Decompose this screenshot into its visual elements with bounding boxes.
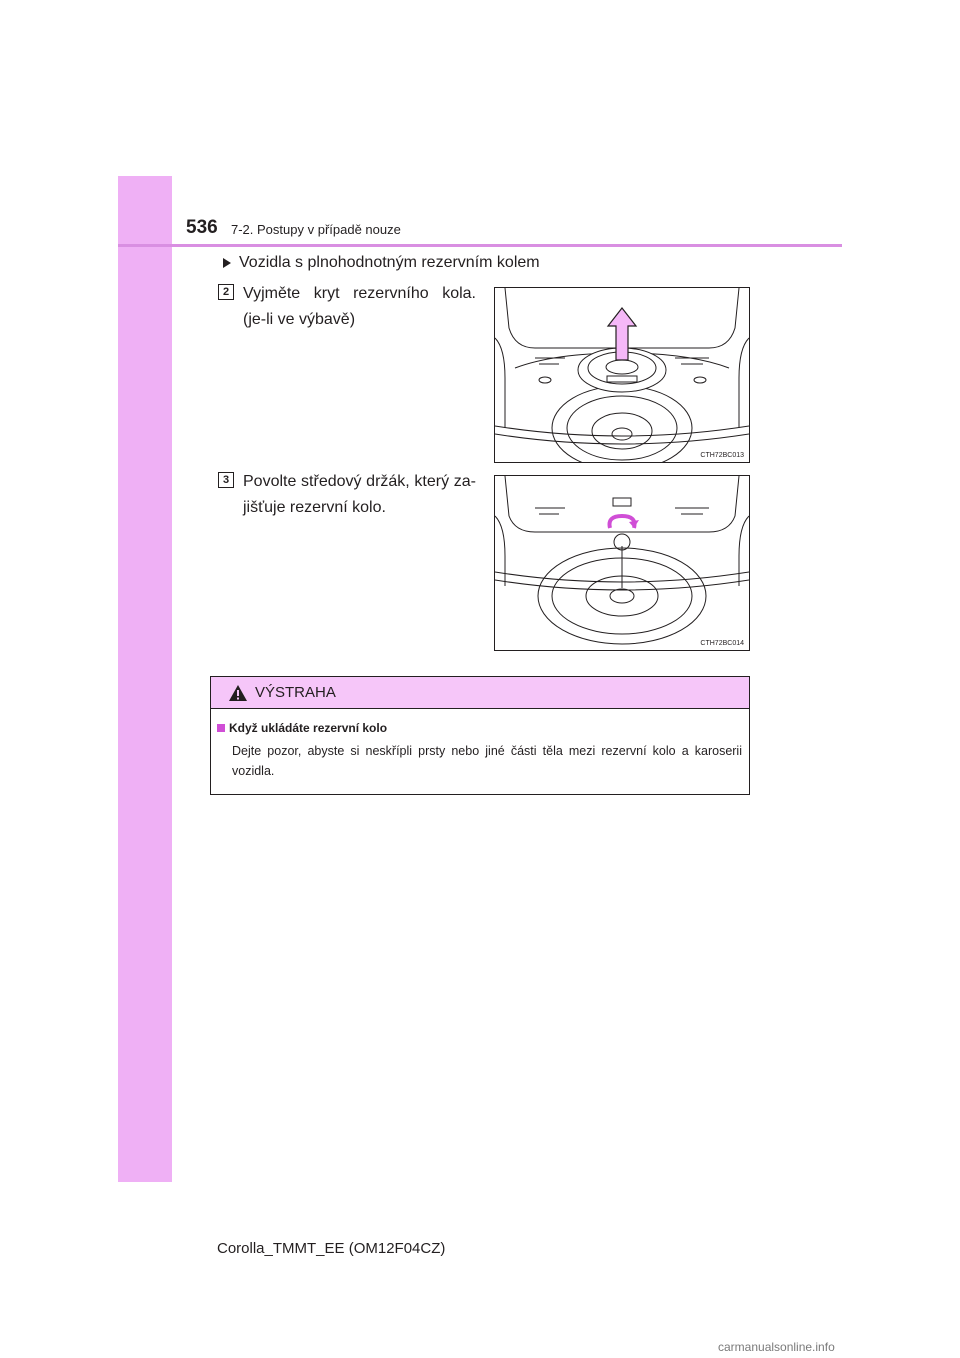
chapter-sidebar [118,176,172,1182]
figure-code: CTH72BC014 [700,640,744,647]
warning-title [217,721,387,735]
section-title: 7-2. Postupy v případě nouze [231,222,401,237]
warning-triangle-icon [229,685,247,701]
watermark: carmanualsonline.info [718,1340,835,1354]
header-rule [118,244,842,247]
warning-label: VÝSTRAHA [255,684,336,701]
warning-box [210,676,750,795]
warning-header [211,677,749,709]
step-3-text: Povolte středový držák, který za-jišťuje rezervní kolo. [243,473,476,516]
subheading [223,254,540,272]
warning-title-text: Když ukládáte rezervní kolo [229,721,388,735]
step-number-2: 2 [218,284,234,300]
subheading-text: Vozidla s plnohodnotným rezervním kolem [239,254,540,271]
figure-spare-holder [494,475,750,651]
square-bullet-icon [217,724,225,732]
spare-holder-illustration [495,476,749,650]
footer: Corolla_TMMT_EE (OM12F04CZ) [217,1240,446,1257]
figure-spare-cover [494,287,750,463]
triangle-bullet-icon [223,258,231,268]
spare-cover-illustration [495,288,749,462]
warning-body: Dejte pozor, abyste si neskřípli prsty nebo jiné části těla mezi rezervní kolo a karoserii vozidla. [232,744,742,778]
step-2-text: Vyjměte kryt rezervního kola. (je-li ve výbavě) [243,285,476,328]
figure-code: CTH72BC013 [700,452,744,459]
step-number-3: 3 [218,472,234,488]
page-number: 536 [186,217,218,238]
